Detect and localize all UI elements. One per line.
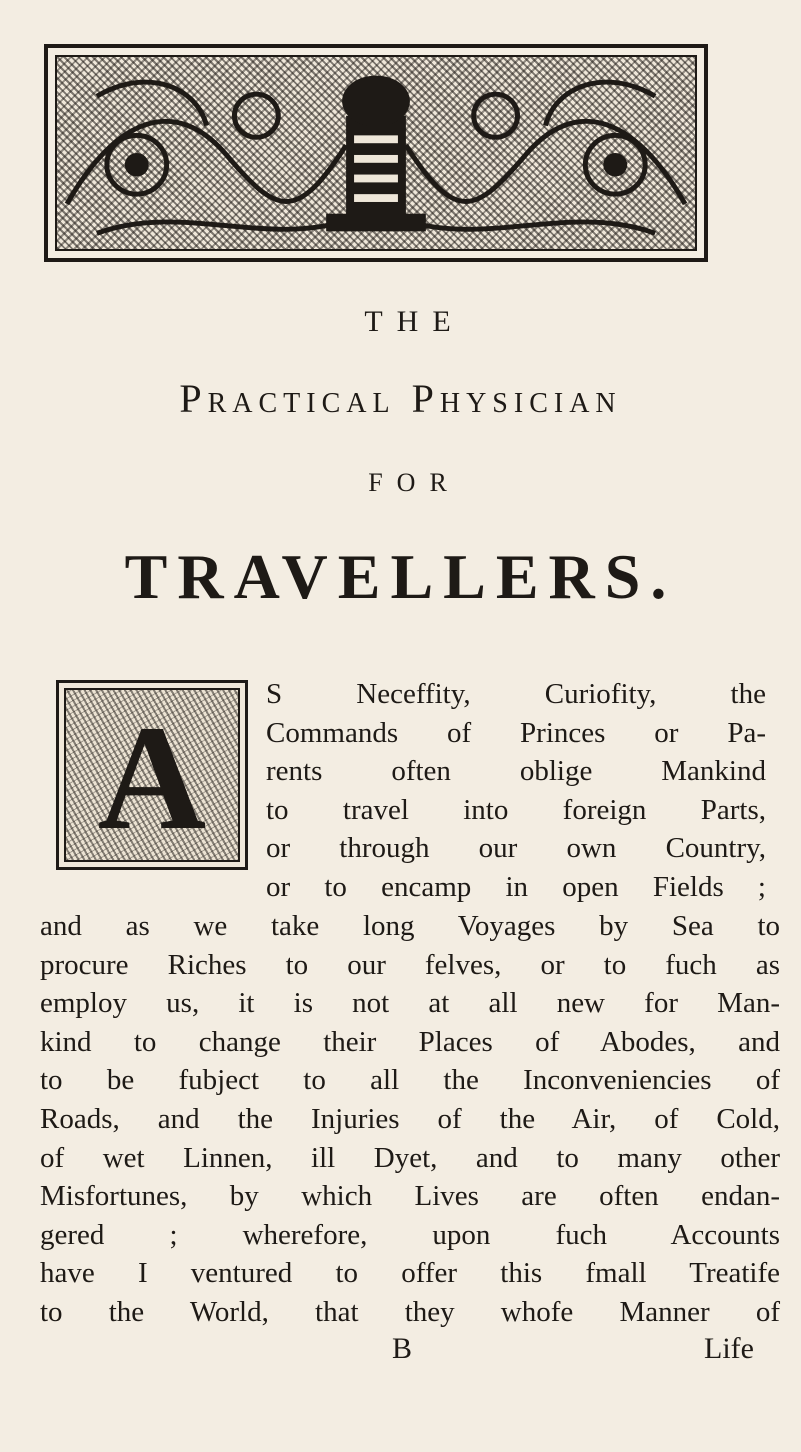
text-line: kind to change their Places of Abodes, and: [40, 1025, 780, 1058]
text-line: to travel into foreign Parts,: [266, 793, 766, 826]
text-line: Misfortunes, by which Lives are often endan-: [40, 1180, 780, 1213]
ornamental-headpiece: [44, 44, 708, 262]
text-line: Roads, and the Injuries of the Air, of Cold,: [40, 1102, 780, 1135]
drop-cap-block: [56, 680, 248, 870]
text-line: or through our own Country,: [266, 832, 766, 865]
text-line: have I ventured to offer this fmall Treatife: [40, 1257, 780, 1290]
drop-cap-letter: A: [97, 695, 207, 861]
title-the: THE: [364, 305, 465, 338]
title-practical-physician: Practical Physician: [179, 376, 622, 421]
title-travellers: TRAVELLERS.: [124, 541, 677, 612]
text-line: and as we take long Voyages by Sea to: [40, 910, 780, 942]
signature-mark: B: [392, 1332, 413, 1365]
text-line: to be fubject to all the Inconveniencies of: [40, 1064, 780, 1097]
indented-paragraph: [266, 675, 766, 907]
catchword: Life: [704, 1332, 754, 1365]
text-line: procure Riches to our felves, or to fuch as: [40, 948, 780, 981]
title-for: FOR: [368, 468, 461, 497]
scrollwork-ornament-icon: [57, 57, 695, 249]
text-line: or to encamp in open Fields ;: [266, 870, 766, 903]
text-line: to the World, that they whofe Manner of: [40, 1295, 780, 1328]
body-paragraph: [40, 907, 780, 1332]
text-line: employ us, it is not at all new for Man-: [40, 987, 780, 1020]
text-line: of wet Linnen, ill Dyet, and to many other: [40, 1141, 780, 1174]
text-line: S Neceffity, Curiofity, the: [266, 678, 766, 710]
text-line: gered ; wherefore, upon fuch Accounts: [40, 1218, 780, 1251]
text-line: Commands of Princes or Pa-: [266, 716, 766, 749]
text-line: rents often oblige Mankind: [266, 755, 766, 788]
